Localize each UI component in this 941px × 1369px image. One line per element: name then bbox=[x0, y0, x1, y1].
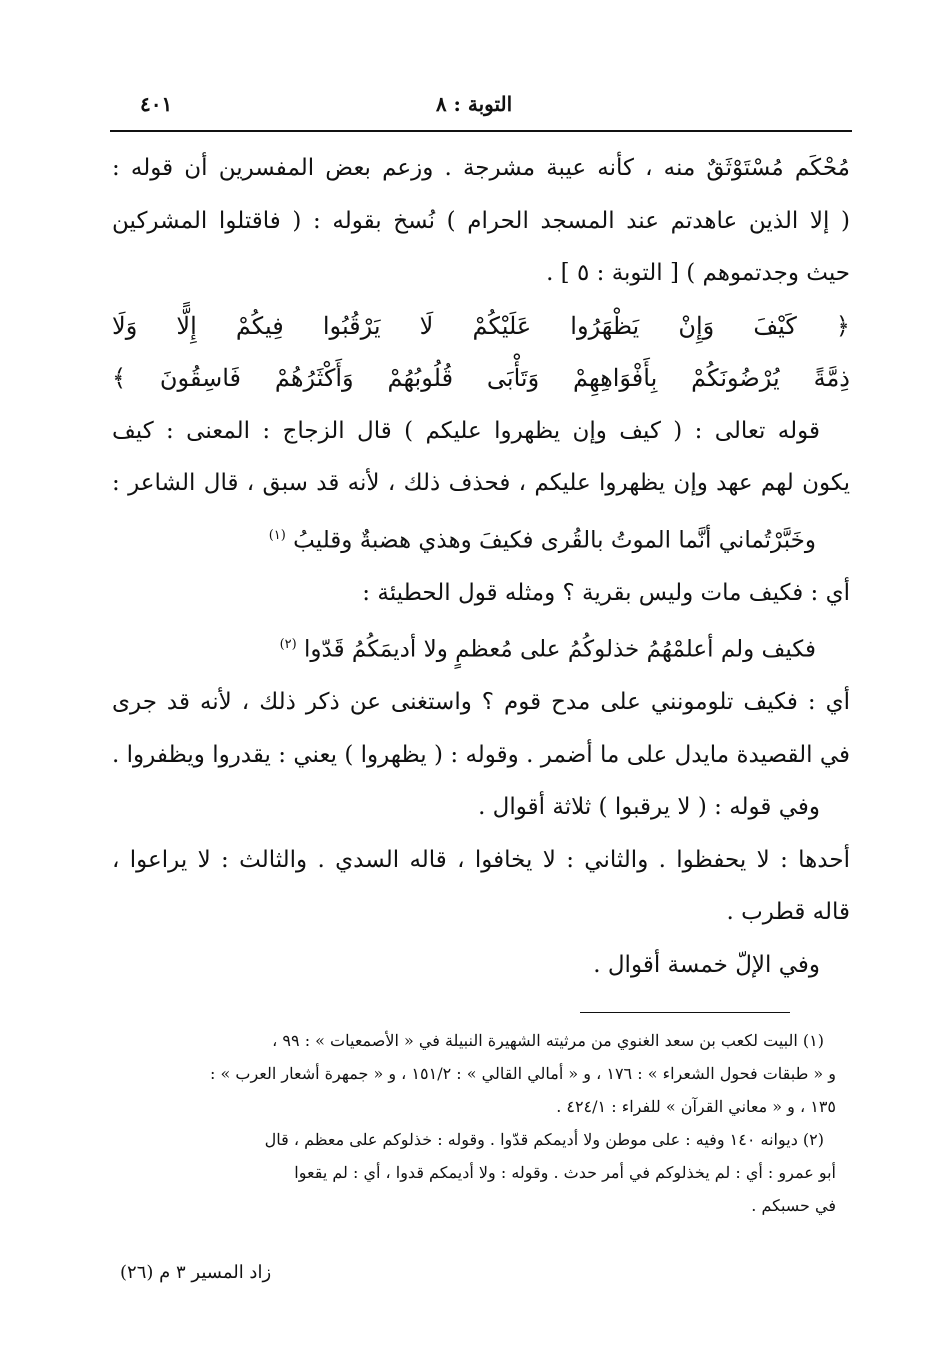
text-line: يكون لهم عهد وإن يظهروا عليكم ، فحذف ذلك ، لأنه قد سبق ، قال الشاعر : bbox=[112, 470, 850, 496]
footnote-line: ١٣٥ ، و « معاني القرآن » للفراء : ٤٢٤/١ . bbox=[556, 1097, 836, 1116]
main-text bbox=[112, 142, 850, 991]
poetry-text: فكيف ولم أعلمْهُمُ خذلوكُمُ على مُعظمٍ ولا أديمَكُمُ قَدّوا bbox=[304, 636, 816, 663]
footnotes bbox=[112, 1024, 836, 1222]
page-header bbox=[110, 92, 838, 126]
footnote-line: أبو عمرو : أي : لم يخذلوكم في أمر حدث . وقوله : ولا أديمكم قدوا ، أي : لم يقعوا bbox=[294, 1163, 836, 1182]
surah-reference: التوبة : ٨ bbox=[435, 92, 513, 116]
text-line: أي : فكيف مات وليس بقرية ؟ ومثله قول الحطيئة : bbox=[362, 579, 850, 606]
footnote-mark: (١) bbox=[268, 527, 286, 543]
quran-verse-line: ﴿ كَيْفَ وَإِنْ يَظْهَرُوا عَلَيْكُمْ لَا يَرْقُبُوا فِيكُمْ إِلًّا وَلَا bbox=[112, 311, 850, 340]
footnote-line: في حسبكم . bbox=[751, 1196, 836, 1215]
header-rule bbox=[110, 130, 852, 132]
footnote-line: و « طبقات فحول الشعراء » : ١٧٦ ، و « أمالي القالي » : ١٥١/٢ ، و « جمهرة أشعار العرب » : bbox=[210, 1064, 836, 1083]
footnote-line: (٢) ديوانه ١٤٠ وفيه : على موطن ولا أديمكم قدّوا . وقوله : خذلوكم على معظم ، قال bbox=[264, 1130, 824, 1149]
footnote-rule bbox=[580, 1012, 790, 1013]
text-line: وفي الإلّ خمسة أقوال . bbox=[593, 951, 820, 978]
poetry-line bbox=[112, 510, 850, 567]
text-line: ( إلا الذين عاهدتم عند المسجد الحرام ) نُسخ بقوله : ( فاقتلوا المشركين bbox=[112, 207, 850, 234]
text-line: مُحْكَم مُسْتَوْثَقٌ منه ، كأنه عيبة مشرجة . وزعم بعض المفسرين أن قوله : bbox=[112, 155, 850, 181]
footnote-mark: (٢) bbox=[279, 637, 297, 653]
text-line: أي : فكيف تلومونني على مدح قوم ؟ واستغنى عن ذكر ذلك ، لأنه قد جرى bbox=[112, 689, 850, 716]
poetry-line bbox=[112, 619, 850, 676]
text-line: قوله تعالى : ( كيف وإن يظهروا عليكم ) قال الزجاج : المعنى : كيف bbox=[112, 417, 820, 444]
quran-verse-line: ذِمَّةً يُرْضُونَكُمْ بِأَفْوَاهِهِمْ وَتَأْبَى قُلُوبُهُمْ وَأَكْثَرُهُمْ فَاسِقُونَ ﴾ bbox=[112, 364, 850, 392]
text-line: حيث وجدتموهم ) [ التوبة : ٥ ] . bbox=[546, 260, 850, 286]
text-line: وفي قوله : ( لا يرقبوا ) ثلاثة أقوال . bbox=[478, 794, 820, 821]
text-line: في القصيدة مايدل على ما أضمر . وقوله : ( يظهروا ) يعني : يقدروا ويظفروا . bbox=[112, 741, 850, 768]
page-number: ٤٠١ bbox=[140, 92, 173, 116]
poetry-text: وخَبَّرْتُماني أنَّما الموتُ بالقُرى فكيفَ وهذي هضبةٌ وقليبُ bbox=[293, 527, 816, 554]
text-line: أحدها : لا يحفظوا . والثاني : لا يخافوا ، قاله السدي . والثالث : لا يراعوا ، bbox=[112, 846, 850, 873]
footnote-line: (١) البيت لكعب بن سعد الغنوي من مرثيته الشهيرة النبيلة في « الأصمعيات » : ٩٩ ، bbox=[272, 1031, 824, 1050]
text-line: قاله قطرب . bbox=[726, 899, 850, 926]
signature-mark: زاد المسير ٣ م (٢٦) bbox=[120, 1262, 272, 1283]
